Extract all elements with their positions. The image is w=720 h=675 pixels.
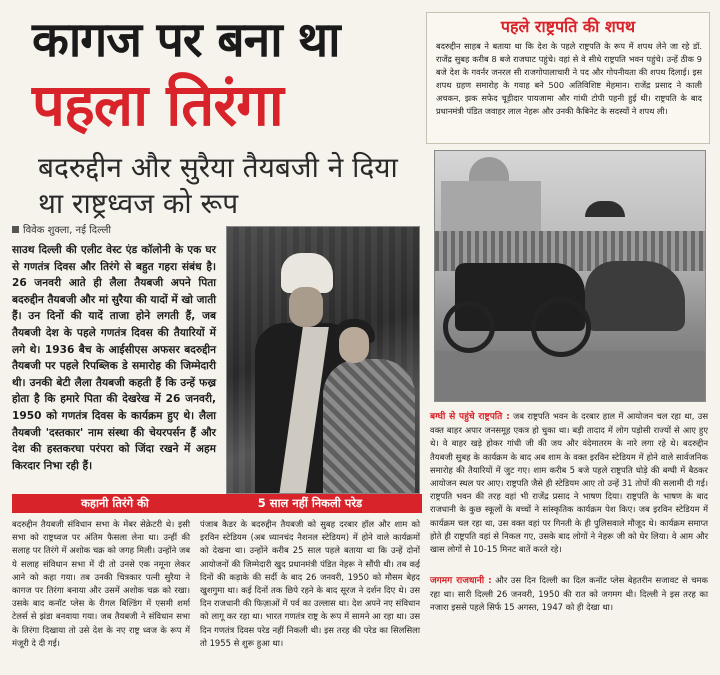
section-left-title: कहानी तिरंगे की	[12, 494, 218, 513]
carriage-section-lead: बग्घी से पहुंचे राष्ट्रपति :	[430, 412, 510, 422]
couple-photo	[226, 226, 420, 494]
oath-title: पहले राष्ट्रपति की शपथ	[500, 17, 636, 36]
byline	[12, 222, 232, 236]
byline-text: विवेक शुक्ला, नई दिल्ली	[23, 225, 111, 236]
section-mid-text: पंजाब कैडर के बदरुद्दीन तैयबजी को सुबह दरबार हॉल और शाम को इरविन स्टेडियम (अब ध्यानचंद नैशनल स्टेडियम) में होने वाले कार्यक्रमों को देखना था। उन्होंने करीब 25 साल पहले बताया था कि उन्हें दोनों आयोजनों की जिम्मेदारी खुद प्रधानमंत्री पंडित नेहरू ने सौंपी थी। तब कई दिनों की कड़ाके की सर्दी के बाद 26 जनवरी, 1950 को मौसम बेहद खुशगुमा था। कई दिनों तक छिपे रहने के बाद सूरज ने दर्शन दिए थे। उस दिन राजधानी की फिज़ाओं में पर्व का उल्लास था। देश अपने नए संविधान को लागू कर रहा था। भारत गणतंत्र राष्ट्र के रूप में सामने आ रहा था। उस दिन गणतंत्र दिवस परेड नहीं निकली थी। इस तरह की परेड का सिलसिला तो 1955 से शुरू हुआ था।	[200, 519, 420, 648]
section-left-text: बदरुद्दीन तैयबजी संविधान सभा के मेंबर सेक्रेटरी थे। इसी सभा को राष्ट्रध्वज पर अंतिम फैसला लेना था। उन्हीं की सलाह पर तिरंगे में अशोक चक्र को जगह मिली। उन्होंने जब ये सलाह संविधान सभा में दी तो उनसे एक नमूना लेकर आने को कहा गया। तब उनकी चित्रकार पत्नी सुरैया ने कागज पर तिरंगा बनाया और उसमें अशोक चक्र को रखा। उसके बाद कनॉट प्लेस के रीगल बिल्डिंग में एसमी शर्मा टेलर्स से झंडा बनवाया गया। जब तैयबजी ने संविधान सभा के तिरंगा दिखाया तो उसे देश के नए राष्ट्र ध्वज के रूप में मंजूरी दे दी गई।	[12, 519, 190, 648]
carriage-photo	[434, 150, 706, 402]
headline-line2: पहला तिरंगा	[32, 71, 283, 139]
intro-paragraph: साउथ दिल्ली की एलीट वेस्ट एंड कॉलोनी के एक घर से गणतंत्र दिवस और तिरंगे से बहुत गहरा संबंध है। 26 जनवरी आते ही लैला तैयबजी अपने पिता बदरुद्दीन तैयबजी और मां सुरैया की यादों में खो जाती हैं। उन दिनों की यादें ताजा होने लगती हैं, जब तैयबजी देश के पहले गणतंत्र दिवस की तैयारियों में लगे थे। 1936 बैच के आईसीएस अफसर बदरुद्दीन तैयबजी पर पहले रिपब्लिक डे समारोह की जिम्मेदारी थी। उनकी बेटी लैला तैयबजी कहती हैं कि उन्हें फख्र होता है कि हमारे पिता की देखरेख में 26 जनवरी, 1950 को गणतंत्र दिवस के कार्यक्रम हुए थे। लैला तैयबजी 'दस्तकार' नाम संस्था की चेयरपर्सन हैं और देश की हस्तकरघा परंपरा को जिंदा रखने में अहम किरदार निभा रही हैं।	[12, 244, 216, 472]
oath-text: बदरुद्दीन साहब ने बताया था कि देश के पहले राष्ट्रपति के रूप में शपथ लेने जा रहे डॉ. राजेंद्र सुबह करीब 8 बजे राजघाट पहुंचे। वहां से वे सीधे राष्ट्रपति भवन पहुंचे। उन्हें ठीक 9 बजे देश के गवर्नर जनरल सी राजगोपालाचारी ने पद और गोपनीयता की शपथ दिलाई। इस शपथ ग्रहण समारोह के गवाह बने 500 अतिविशिष्ट मेहमान। राजेंद्र प्रसाद ने काली अचकन, झक सफेद चूड़ीदार पायजामा और गांधी टोपी पहनी हुई थी। राष्ट्रपति के बाद प्रधानमंत्री पंडित जवाहर लाल नेहरू और उनकी कैबिनेट के सदस्यों ने शपथ ली।	[436, 41, 702, 116]
headline-line1: कागज पर बना था	[32, 12, 340, 68]
carriage-section-text: जब राष्ट्रपति भवन के दरबार हाल में आयोजन चल रहा था, उस वक्त बाहर अपार जनसमूह एकत्र हो चुका था। बड़ी तादाद में लोग पड़ोसी राज्यों से आए हुए थे। वे बाहर खड़े होकर गांधी जी की जय और वंदेमातरम के नारे लगा रहे थे। बदरुद्दीन तैयबजी सुबह के कार्यक्रम के बाद अब शाम के वक्त इरविन स्टेडियम में होने वाले सार्वजनिक समारोह की तैयारियों में जुट गए। शाम करीब 5 बजे पहले राष्ट्रपति घोड़े की बग्घी में बैठकर आयोजन स्थल पर आए। राष्ट्रपति जैसे ही स्टेडियम आए तो उन्हें 31 तोपों की सलामी दी गई। राष्ट्रपति भवन की तरह वहां भी राजेंद्र प्रसाद ने भाषण दिया। राष्ट्रपति के भाषण के बाद राजधानी के कुछ स्कूलों के बच्चों ने सांस्कृतिक कार्यक्रम पेश किए। जब इरविन स्टेडियम में कार्यक्रम चल रहा था, उस वक्त वहां पर गिनती के ही पुलिसवाले मौजूद थे। कार्यक्रम समाप्त होते ही राष्ट्रपति वहां से निकल गए, उसके बाद लोगों ने नेहरू जी को घेर लिया। वे आम और खास लोगों से 10-15 मिनट बातें करते रहे।	[430, 411, 709, 555]
lights-section	[430, 574, 708, 615]
lights-section-text: और उस दिन दिल्ली का दिल कनॉट प्लेस बेहतरीन सजावट से चमक रहा था। सारी दिल्ली 26 जनवरी, 1950 की रात को जगमग थी। दिल्ली ने इस तरह का नजारा इससे पहले सिर्फ 15 अगस्त, 1947 को ही देखा था।	[430, 575, 708, 613]
lights-section-lead: जगमग राजधानी :	[430, 576, 492, 586]
bullet-square-icon	[12, 226, 19, 233]
section-mid-title: 5 साल नहीं निकली परेड	[198, 494, 422, 513]
subheadline: बदरुद्दीन और सुरैया तैयबजी ने दिया था राष्ट्रध्वज को रूप	[38, 151, 398, 220]
carriage-section	[430, 410, 708, 556]
